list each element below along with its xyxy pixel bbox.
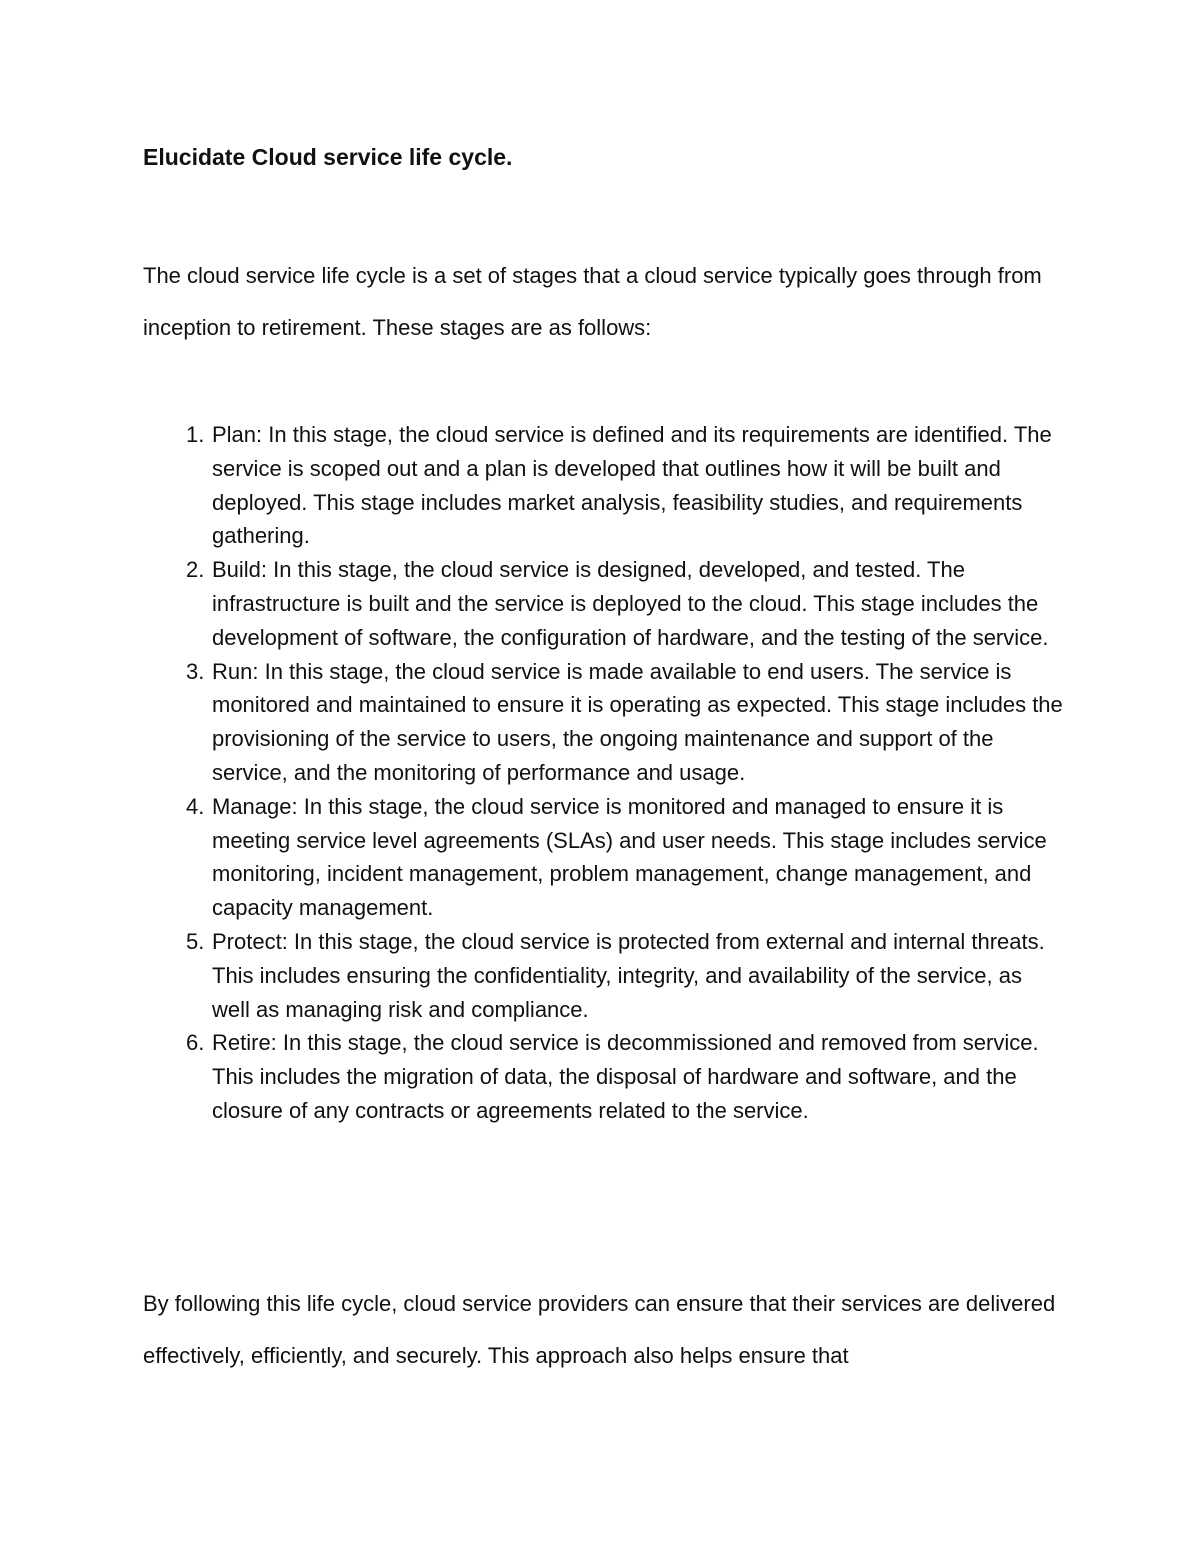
document-title: Elucidate Cloud service life cycle. <box>143 144 513 170</box>
list-item-text: Protect: In this stage, the cloud service is protected from external and internal threats. This includes ensuring the confidentiality, integrity, and availability of the service, as well as managing risk and compliance. <box>212 928 1045 1022</box>
list-item-build <box>143 553 1063 654</box>
life-cycle-steps-list <box>143 418 1063 1128</box>
list-item-protect <box>143 925 1063 1026</box>
list-item-plan <box>143 418 1063 553</box>
list-item-number: 2. <box>186 557 205 583</box>
list-item-text: Run: In this stage, the cloud service is made available to end users. The service is monitored and maintained to ensure it is operating as expected. This stage includes the provisioning of the service to users, the ongoing maintenance and support of the service, and the monitoring of performance and usage. <box>212 658 1063 785</box>
list-item-text: Plan: In this stage, the cloud service is defined and its requirements are identified. The service is scoped out and a plan is developed that outlines how it will be built and deployed. This stage includes market analysis, feasibility studies, and requirements gathering. <box>212 422 1052 549</box>
closing-paragraph: By following this life cycle, cloud service providers can ensure that their services are delivered effectively, efficiently, and securely. This approach also helps ensure that <box>143 1291 1056 1368</box>
list-item-text: Manage: In this stage, the cloud service is monitored and managed to ensure it is meeting service level agreements (SLAs) and user needs. This stage includes service monitoring, incident management, problem management, change management, and capacity management. <box>212 793 1047 921</box>
list-item-number: 3. <box>186 658 205 684</box>
list-item-number: 4. <box>186 793 205 819</box>
list-item-number: 1. <box>186 422 205 447</box>
list-item-manage <box>143 790 1063 925</box>
list-item-text: Retire: In this stage, the cloud service is decommissioned and removed from service. This includes the migration of data, the disposal of hardware and software, and the closure of any contracts or agreements related to the service. <box>212 1030 1039 1123</box>
list-item-text: Build: In this stage, the cloud service is designed, developed, and tested. The infrastructure is built and the service is deployed to the cloud. This stage includes the development of software, the configuration of hardware, and the testing of the service. <box>212 557 1049 650</box>
list-item-run <box>143 655 1063 790</box>
list-item-retire <box>143 1026 1063 1127</box>
list-item-number: 6. <box>186 1030 205 1056</box>
list-item-number: 5. <box>186 928 205 954</box>
intro-paragraph: The cloud service life cycle is a set of stages that a cloud service typically goes through from inception to retirement. These stages are as follows: <box>143 263 1042 340</box>
